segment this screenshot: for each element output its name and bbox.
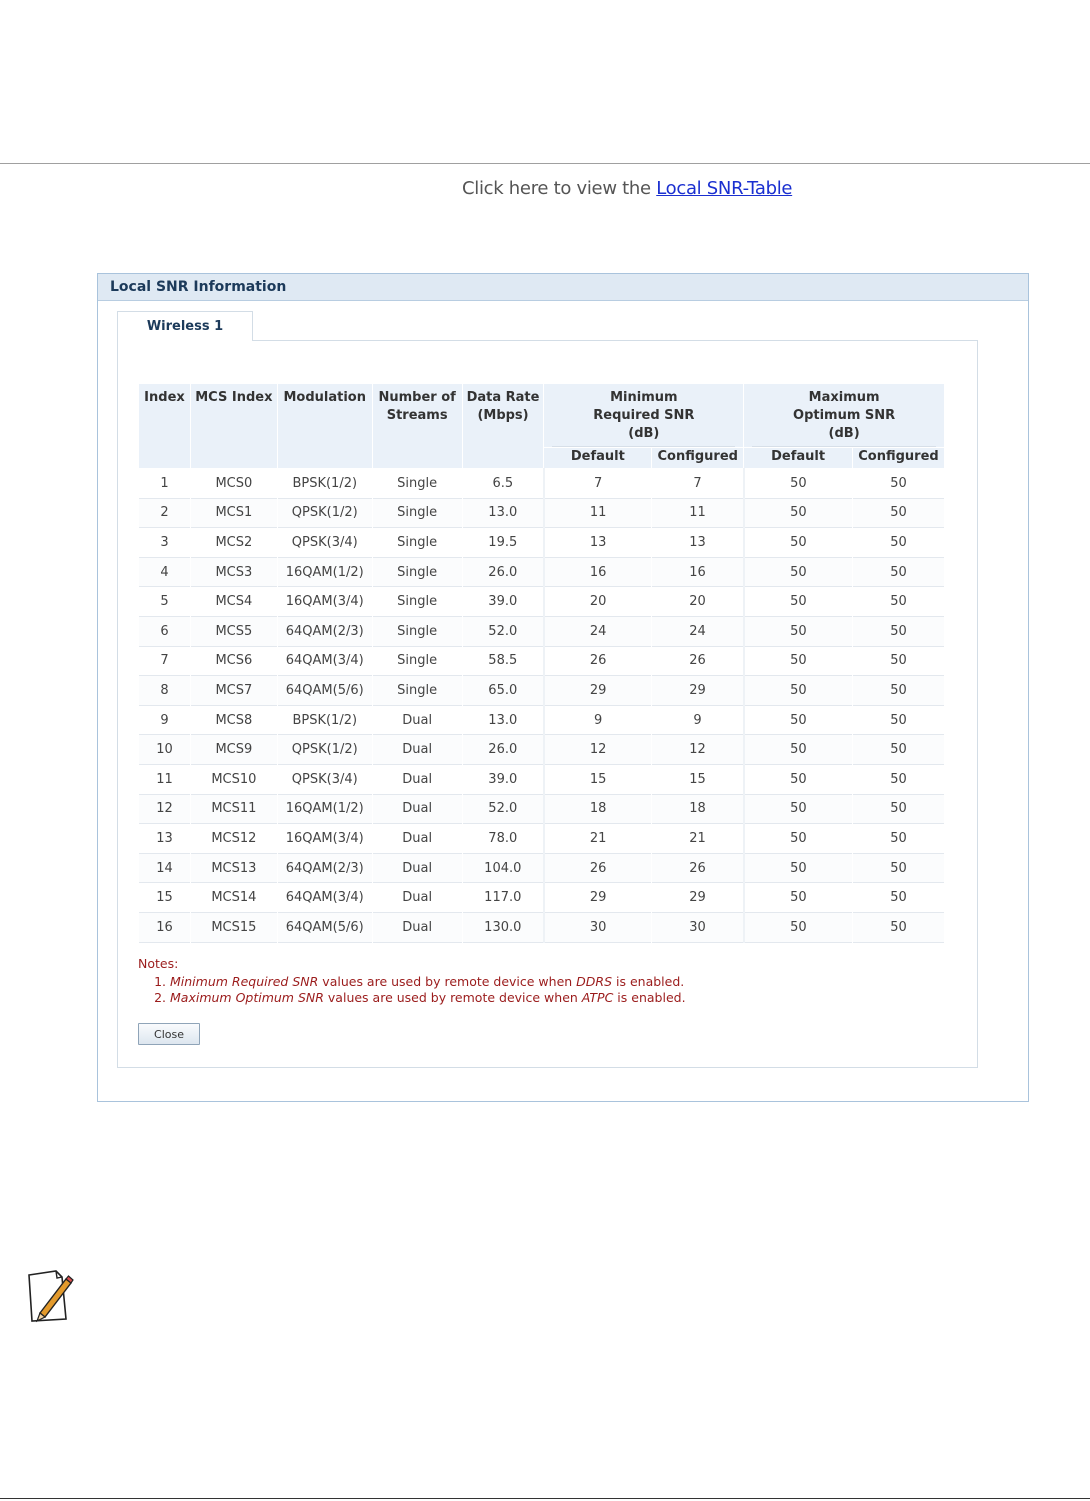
max-snr-group-title: [752, 389, 936, 447]
cell-modulation: 64QAM(3/4): [277, 883, 372, 913]
cell-min-default: 24: [544, 616, 652, 646]
col-header-min-configured: Configured: [652, 448, 744, 469]
cell-modulation: QPSK(1/2): [277, 735, 372, 765]
cell-max-default: 50: [744, 528, 853, 558]
close-button[interactable]: Close: [138, 1023, 200, 1045]
cell-min-default: 12: [544, 735, 652, 765]
note-em: ATPC: [581, 990, 614, 1005]
cell-max-default: 50: [744, 469, 853, 499]
table-row: [139, 646, 945, 676]
cell-max-default: 50: [744, 587, 853, 617]
table-row: [139, 676, 945, 706]
max-snr-line1: Maximum: [808, 390, 880, 405]
cell-index: 3: [139, 528, 191, 558]
cell-min-configured: 30: [652, 912, 744, 942]
note-em: DDRS: [576, 974, 613, 989]
cell-max-default: 50: [744, 616, 853, 646]
table-row: [139, 883, 945, 913]
cell-max-default: 50: [744, 794, 853, 824]
cell-streams: Dual: [372, 794, 462, 824]
cell-mcs-index: MCS14: [190, 883, 277, 913]
panel-header: [98, 274, 1028, 301]
cell-data-rate: 65.0: [462, 676, 544, 706]
cell-min-default: 16: [544, 557, 652, 587]
cell-modulation: 64QAM(2/3): [277, 853, 372, 883]
cell-min-configured: 11: [652, 498, 744, 528]
cell-max-configured: 50: [852, 853, 944, 883]
cell-data-rate: 6.5: [462, 469, 544, 499]
cell-data-rate: 26.0: [462, 735, 544, 765]
col-header-min-default: Default: [544, 448, 652, 469]
cell-max-configured: 50: [852, 646, 944, 676]
cell-modulation: 64QAM(5/6): [277, 912, 372, 942]
notes-list: [138, 974, 686, 1006]
cell-min-configured: 20: [652, 587, 744, 617]
table-row: [139, 616, 945, 646]
local-snr-panel: [97, 273, 1029, 1102]
cell-index: 8: [139, 676, 191, 706]
cell-max-default: 50: [744, 764, 853, 794]
cell-streams: Dual: [372, 705, 462, 735]
header-rate-line1: Data Rate: [466, 390, 540, 405]
cell-max-configured: 50: [852, 705, 944, 735]
cell-max-configured: 50: [852, 883, 944, 913]
note-pencil-icon: [26, 1267, 74, 1323]
table-row: [139, 824, 945, 854]
cell-max-default: 50: [744, 853, 853, 883]
col-header-index: [139, 384, 191, 469]
cell-data-rate: 52.0: [462, 616, 544, 646]
notes-section: [138, 956, 686, 1006]
table-row: [139, 528, 945, 558]
cell-max-configured: 50: [852, 528, 944, 558]
cell-min-configured: 16: [652, 557, 744, 587]
cell-min-configured: 7: [652, 469, 744, 499]
cell-modulation: 64QAM(2/3): [277, 616, 372, 646]
cell-min-configured: 15: [652, 764, 744, 794]
cell-max-configured: 50: [852, 794, 944, 824]
cell-max-default: 50: [744, 676, 853, 706]
cell-streams: Single: [372, 557, 462, 587]
cell-min-default: 29: [544, 883, 652, 913]
table-row: [139, 735, 945, 765]
cell-max-default: 50: [744, 824, 853, 854]
table-row: [139, 853, 945, 883]
col-header-mcs-index: [190, 384, 277, 469]
col-header-modulation: [277, 384, 372, 469]
table-row: [139, 498, 945, 528]
cell-max-default: 50: [744, 646, 853, 676]
cell-index: 14: [139, 853, 191, 883]
cell-data-rate: 26.0: [462, 557, 544, 587]
intro-text: [462, 178, 792, 199]
tab-container: [117, 311, 978, 1068]
cell-mcs-index: MCS9: [190, 735, 277, 765]
col-group-min-required-snr: [544, 384, 744, 448]
col-header-max-default: Default: [744, 448, 853, 469]
cell-modulation: 16QAM(1/2): [277, 794, 372, 824]
tab-label: Wireless 1: [146, 319, 224, 334]
cell-modulation: QPSK(3/4): [277, 764, 372, 794]
cell-index: 5: [139, 587, 191, 617]
header-modulation-text: Modulation: [283, 390, 366, 405]
cell-min-default: 21: [544, 824, 652, 854]
snr-table-body: [139, 469, 945, 943]
bottom-divider: [0, 1498, 1090, 1499]
table-row: [139, 794, 945, 824]
cell-mcs-index: MCS1: [190, 498, 277, 528]
cell-data-rate: 117.0: [462, 883, 544, 913]
cell-streams: Single: [372, 469, 462, 499]
cell-index: 7: [139, 646, 191, 676]
table-row: [139, 912, 945, 942]
cell-max-default: 50: [744, 912, 853, 942]
cell-min-configured: 18: [652, 794, 744, 824]
cell-min-default: 26: [544, 853, 652, 883]
cell-index: 6: [139, 616, 191, 646]
cell-index: 10: [139, 735, 191, 765]
cell-max-configured: 50: [852, 676, 944, 706]
table-row: [139, 469, 945, 499]
cell-min-configured: 9: [652, 705, 744, 735]
cell-max-configured: 50: [852, 557, 944, 587]
cell-min-default: 20: [544, 587, 652, 617]
cell-max-configured: 50: [852, 764, 944, 794]
header-streams-line2: Streams: [386, 408, 448, 423]
local-snr-table-link[interactable]: Local SNR-Table: [656, 178, 793, 199]
cell-min-configured: 26: [652, 853, 744, 883]
cell-data-rate: 13.0: [462, 705, 544, 735]
note-item: [170, 990, 686, 1006]
table-row: [139, 587, 945, 617]
cell-mcs-index: MCS15: [190, 912, 277, 942]
notes-heading: Notes:: [138, 956, 179, 971]
cell-index: 15: [139, 883, 191, 913]
cell-index: 9: [139, 705, 191, 735]
cell-min-default: 26: [544, 646, 652, 676]
col-header-data-rate: [462, 384, 544, 469]
cell-mcs-index: MCS7: [190, 676, 277, 706]
cell-min-configured: 26: [652, 646, 744, 676]
cell-min-default: 7: [544, 469, 652, 499]
min-snr-line2: Required SNR: [593, 408, 695, 423]
cell-streams: Single: [372, 646, 462, 676]
cell-streams: Dual: [372, 883, 462, 913]
top-divider: [0, 163, 1090, 164]
cell-data-rate: 104.0: [462, 853, 544, 883]
cell-data-rate: 130.0: [462, 912, 544, 942]
cell-streams: Dual: [372, 764, 462, 794]
cell-data-rate: 13.0: [462, 498, 544, 528]
note-text: is enabled.: [613, 990, 686, 1005]
cell-mcs-index: MCS5: [190, 616, 277, 646]
cell-min-configured: 21: [652, 824, 744, 854]
header-streams-line1: Number of: [378, 390, 456, 405]
col-header-max-configured: Configured: [852, 448, 944, 469]
cell-data-rate: 58.5: [462, 646, 544, 676]
cell-min-configured: 24: [652, 616, 744, 646]
min-snr-line1: Minimum: [610, 390, 678, 405]
cell-mcs-index: MCS3: [190, 557, 277, 587]
cell-min-default: 11: [544, 498, 652, 528]
col-group-max-optimum-snr: [744, 384, 945, 448]
cell-index: 11: [139, 764, 191, 794]
cell-min-default: 29: [544, 676, 652, 706]
header-index-text: Index: [144, 390, 185, 405]
cell-min-configured: 12: [652, 735, 744, 765]
cell-streams: Single: [372, 616, 462, 646]
cell-min-configured: 29: [652, 883, 744, 913]
cell-streams: Single: [372, 528, 462, 558]
cell-modulation: 16QAM(1/2): [277, 557, 372, 587]
cell-min-default: 18: [544, 794, 652, 824]
header-rate-line2: (Mbps): [477, 408, 529, 423]
note-item: [170, 974, 686, 990]
cell-mcs-index: MCS12: [190, 824, 277, 854]
cell-min-configured: 29: [652, 676, 744, 706]
cell-streams: Dual: [372, 735, 462, 765]
cell-max-configured: 50: [852, 912, 944, 942]
min-snr-line3: (dB): [628, 426, 660, 441]
cell-min-configured: 13: [652, 528, 744, 558]
cell-mcs-index: MCS0: [190, 469, 277, 499]
cell-mcs-index: MCS8: [190, 705, 277, 735]
cell-max-configured: 50: [852, 616, 944, 646]
cell-data-rate: 52.0: [462, 794, 544, 824]
cell-min-default: 9: [544, 705, 652, 735]
cell-mcs-index: MCS4: [190, 587, 277, 617]
intro-prefix: Click here to view the: [462, 178, 657, 199]
snr-table: [138, 383, 945, 943]
note-em: Minimum Required SNR: [170, 974, 319, 989]
cell-min-default: 15: [544, 764, 652, 794]
cell-modulation: BPSK(1/2): [277, 469, 372, 499]
cell-mcs-index: MCS11: [190, 794, 277, 824]
cell-streams: Dual: [372, 912, 462, 942]
table-row: [139, 764, 945, 794]
cell-index: 1: [139, 469, 191, 499]
cell-mcs-index: MCS10: [190, 764, 277, 794]
cell-mcs-index: MCS2: [190, 528, 277, 558]
cell-streams: Single: [372, 676, 462, 706]
cell-index: 16: [139, 912, 191, 942]
cell-modulation: 16QAM(3/4): [277, 824, 372, 854]
col-header-streams: [372, 384, 462, 469]
cell-min-default: 13: [544, 528, 652, 558]
cell-index: 12: [139, 794, 191, 824]
cell-mcs-index: MCS13: [190, 853, 277, 883]
cell-index: 13: [139, 824, 191, 854]
cell-max-configured: 50: [852, 824, 944, 854]
cell-max-configured: 50: [852, 587, 944, 617]
cell-mcs-index: MCS6: [190, 646, 277, 676]
cell-modulation: QPSK(3/4): [277, 528, 372, 558]
header-mcs-text: MCS Index: [195, 390, 273, 405]
min-snr-group-title: [552, 389, 735, 447]
cell-modulation: 16QAM(3/4): [277, 587, 372, 617]
cell-index: 4: [139, 557, 191, 587]
cell-modulation: QPSK(1/2): [277, 498, 372, 528]
cell-data-rate: 78.0: [462, 824, 544, 854]
table-row: [139, 557, 945, 587]
cell-max-configured: 50: [852, 735, 944, 765]
cell-streams: Single: [372, 587, 462, 617]
cell-max-configured: 50: [852, 469, 944, 499]
table-row: [139, 705, 945, 735]
note-em: Maximum Optimum SNR: [170, 990, 324, 1005]
cell-modulation: 64QAM(5/6): [277, 676, 372, 706]
cell-max-default: 50: [744, 498, 853, 528]
cell-max-default: 50: [744, 735, 853, 765]
cell-data-rate: 19.5: [462, 528, 544, 558]
cell-streams: Dual: [372, 824, 462, 854]
cell-data-rate: 39.0: [462, 764, 544, 794]
cell-streams: Dual: [372, 853, 462, 883]
cell-streams: Single: [372, 498, 462, 528]
max-snr-line3: (dB): [828, 426, 860, 441]
tab-wireless-1[interactable]: [117, 311, 253, 341]
note-text: is enabled.: [612, 974, 685, 989]
cell-max-configured: 50: [852, 498, 944, 528]
panel-title: Local SNR Information: [110, 279, 287, 295]
cell-max-default: 50: [744, 705, 853, 735]
note-text: values are used by remote device when: [323, 990, 582, 1005]
cell-min-default: 30: [544, 912, 652, 942]
cell-data-rate: 39.0: [462, 587, 544, 617]
cell-modulation: 64QAM(3/4): [277, 646, 372, 676]
cell-max-default: 50: [744, 557, 853, 587]
cell-index: 2: [139, 498, 191, 528]
tab-content: [117, 340, 978, 1068]
cell-modulation: BPSK(1/2): [277, 705, 372, 735]
max-snr-line2: Optimum SNR: [793, 408, 896, 423]
cell-max-default: 50: [744, 883, 853, 913]
note-text: values are used by remote device when: [318, 974, 577, 989]
